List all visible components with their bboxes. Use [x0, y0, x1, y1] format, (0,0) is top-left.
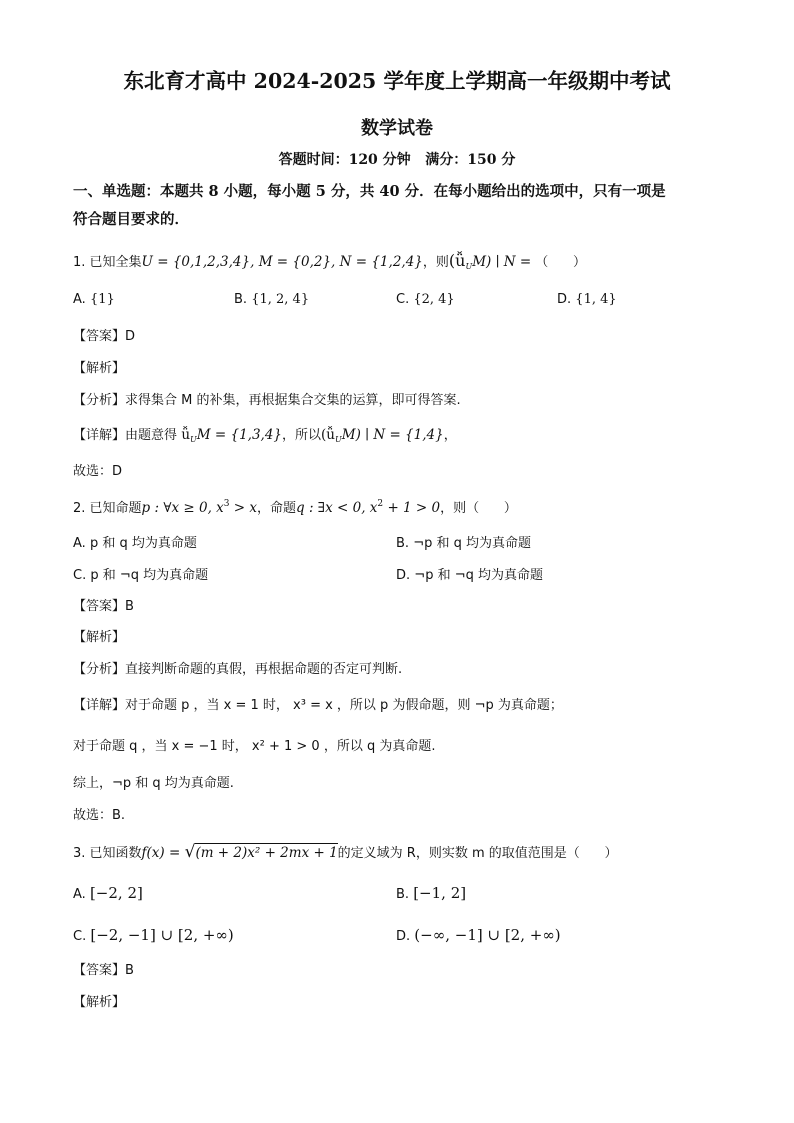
- page-subtitle: 数学试卷: [361, 118, 433, 139]
- option-value: ¬p 和 ¬q 均为真命题: [414, 568, 543, 583]
- q2-option-b[interactable]: [396, 535, 531, 553]
- option-value: {1, 4}: [575, 292, 617, 307]
- q2-option-a[interactable]: [73, 535, 197, 553]
- q1-option-c[interactable]: [396, 291, 455, 309]
- question-1-sets: U = {0,1,2,3,4}, M = {0,2}, N = {1,2,4}: [141, 254, 423, 270]
- q2-analysis-heading: 【解析】: [73, 630, 126, 645]
- option-label: D.: [396, 568, 411, 583]
- option-value: [−2, 2]: [89, 884, 143, 902]
- q1-detail-end: ，: [443, 428, 457, 443]
- q2-answer: 【答案】B: [73, 599, 134, 614]
- question-3-prefix: 3. 已知函数: [73, 846, 142, 861]
- option-label: A.: [73, 887, 86, 902]
- question-3-tail: 的定义域为 R，则实数 m 的取值范围是（ ）: [337, 846, 618, 861]
- q3-option-b[interactable]: [396, 884, 466, 904]
- question-3-stem: [73, 843, 618, 863]
- option-label: D.: [557, 292, 572, 307]
- question-1-paren: （ ）: [535, 255, 587, 270]
- question-2-end: ，则（ ）: [440, 501, 517, 516]
- q1-analysis-heading: 【解析】: [73, 361, 126, 376]
- option-value: [−1, 2]: [413, 884, 467, 902]
- q1-option-b[interactable]: [234, 291, 309, 309]
- question-3-radicand: (m + 2)x² + 2mx + 1: [195, 845, 338, 861]
- question-2-stem: 2. 已知命题p : ∀x ≥ 0, $x^3 > x$，命题q : ∃x < 0, $x^2 + 1 > 0$，则（ ）: [73, 499, 517, 516]
- q1-detail-result: M) ∣ N = {1,4}: [341, 427, 444, 443]
- question-2-p: p : ∀x ≥ 0, x: [141, 500, 224, 516]
- question-2-p-tail: > x: [229, 500, 258, 516]
- q2-detail-2: 对于命题 q ，当 x = −1 时， x² + 1 > 0 ，所以 q 为真命题.: [73, 739, 436, 754]
- sqrt-sign: √: [184, 842, 196, 862]
- q3-option-c[interactable]: [73, 926, 234, 946]
- section-heading-line1: 一、单选题：本题共 8 小题，每小题 5 分，共 40 分．在每小题给出的选项中，只有一项是: [73, 183, 666, 200]
- option-label: B.: [234, 292, 248, 307]
- q2-summary: 综上，¬p 和 q 均为真命题.: [73, 776, 234, 791]
- question-1-stem: 1. 已知全集U = {0,1,2,3,4}, M = {0,2}, N = {1,2,4}，则$(ǚ_UM)$ ∣ N = （ ）: [73, 251, 587, 271]
- q3-analysis-heading: 【解析】: [73, 995, 126, 1010]
- exam-info: 答题时间：120 分钟 满分：150 分: [278, 152, 516, 168]
- q2-option-c[interactable]: [73, 567, 208, 585]
- option-label: B.: [396, 887, 410, 902]
- option-value: p 和 q 均为真命题: [89, 536, 197, 551]
- option-label: B.: [396, 536, 410, 551]
- option-label: C.: [73, 929, 87, 944]
- page-title: 东北育才高中 2024-2025 学年度上学期高一年级期中考试: [123, 69, 671, 93]
- q2-analysis: 【分析】直接判断命题的真假，再根据命题的否定可判断.: [73, 662, 403, 677]
- q1-analysis: 【分析】求得集合 M 的补集，再根据集合交集的运算，即可得答案.: [73, 393, 461, 408]
- option-value: ¬p 和 q 均为真命题: [413, 536, 531, 551]
- option-value: {2, 4}: [413, 292, 455, 307]
- option-value: [−2, −1] ∪ [2, +∞): [90, 926, 234, 944]
- q1-detail-complement: ǚ: [181, 427, 191, 443]
- option-value: (−∞, −1] ∪ [2, +∞): [414, 926, 561, 944]
- option-value: {1}: [89, 292, 115, 307]
- question-2-q-tail: + 1 > 0: [383, 500, 441, 516]
- q1-option-d[interactable]: [557, 291, 617, 309]
- q1-choose: 故选：D: [73, 464, 123, 479]
- q2-option-d[interactable]: [396, 567, 543, 585]
- option-label: A.: [73, 292, 86, 307]
- q1-detail-complement-set: M = {1,3,4}: [196, 427, 283, 443]
- question-3-func: f(x) =: [141, 845, 185, 861]
- option-value: p 和 ¬q 均为真命题: [90, 568, 209, 583]
- option-label: C.: [396, 292, 410, 307]
- q1-detail: 【详解】由题意得 $ǚ_UM = \{1,3,4\}$，所以$(ǚ_UM)$ ∣ N = {1,4}，: [73, 427, 457, 444]
- question-2-mid: ，命题: [257, 501, 297, 516]
- question-1-mid: ，则: [422, 255, 449, 270]
- q1-detail-mid: ，所以: [282, 428, 322, 443]
- q1-detail-head: 【详解】由题意得: [73, 428, 178, 443]
- q3-option-d[interactable]: [396, 926, 561, 946]
- q1-detail-expr-open: (ǚ: [321, 427, 335, 443]
- section-heading-line2: 符合题目要求的．: [73, 211, 189, 228]
- option-label: C.: [73, 568, 87, 583]
- question-1-expr-open: (ǚ: [448, 251, 466, 270]
- question-1-prefix: 1. 已知全集: [73, 255, 142, 270]
- option-label: D.: [396, 929, 411, 944]
- question-1-expr: M) ∣ N =: [472, 254, 532, 270]
- option-label: A.: [73, 536, 86, 551]
- question-2-q: q : ∃x < 0, x: [296, 500, 378, 516]
- q3-option-a[interactable]: [73, 884, 143, 904]
- question-2-prefix: 2. 已知命题: [73, 501, 142, 516]
- q3-answer: 【答案】B: [73, 963, 134, 978]
- q2-choose: 故选：B.: [73, 808, 126, 823]
- q1-option-a[interactable]: [73, 291, 115, 309]
- option-value: {1, 2, 4}: [251, 292, 310, 307]
- q1-answer: 【答案】D: [73, 329, 136, 344]
- q2-detail-1: 【详解】对于命题 p ，当 x = 1 时， x³ = x ，所以 p 为假命题，则 ¬p 为真命题；: [73, 698, 563, 713]
